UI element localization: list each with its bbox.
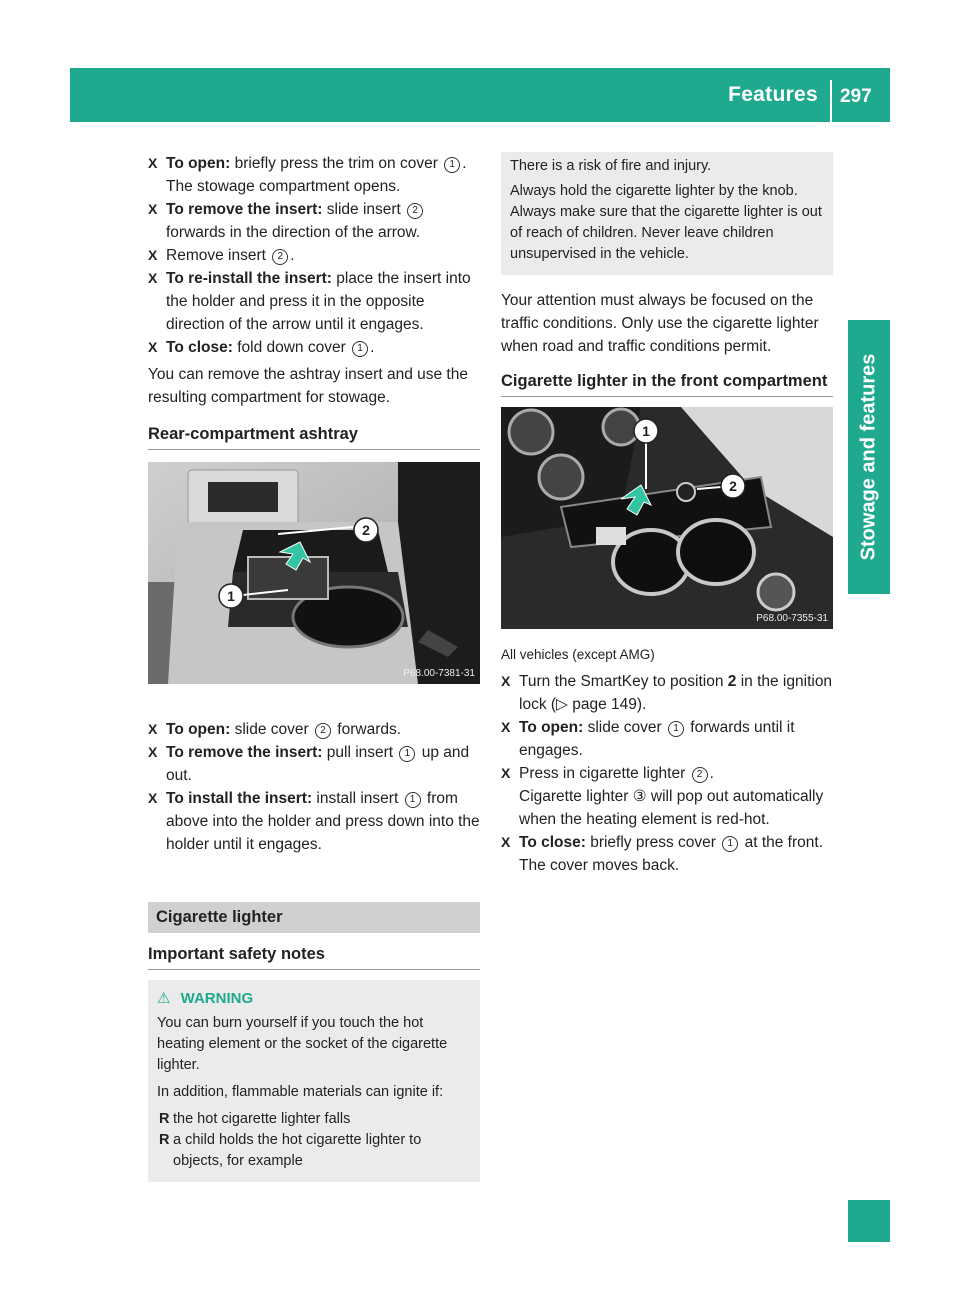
step-bold-label: To re-install the insert: [166, 270, 332, 287]
step-marker: X [148, 721, 158, 737]
step-item [501, 670, 833, 716]
step-item [501, 831, 833, 877]
step-text: briefly press the trim on cover [230, 155, 443, 172]
step-text: fold down cover [232, 339, 351, 356]
left-column [148, 152, 480, 1182]
step-text: place the insert into the holder and press it in the opposite direction of the arrow until it engages. [166, 270, 471, 333]
risk-note-box [501, 152, 833, 275]
step-marker: X [501, 673, 511, 689]
svg-text:2: 2 [729, 478, 737, 494]
step-item [148, 741, 480, 787]
heading-front-lighter: Cigarette lighter in the front compartment [501, 370, 833, 397]
step-text: pull insert [322, 744, 398, 761]
header-divider [830, 80, 832, 122]
step-text-after: up and out. [166, 744, 470, 784]
header-bar [70, 68, 890, 122]
step-text-after: forwards in the direction of the arrow. [166, 224, 421, 241]
step-callout-number: 1 [399, 746, 415, 762]
bullet-marker: R [159, 1132, 170, 1148]
step-marker: X [148, 790, 158, 806]
step-callout-number: 1 [722, 836, 738, 852]
step-callout-number: 2 [272, 249, 288, 265]
steps-front [501, 670, 833, 877]
side-tab-label: Stowage and features [857, 353, 880, 561]
side-tab-label-wrap [848, 320, 890, 594]
step-marker: X [148, 270, 158, 286]
step-text: slide insert [322, 201, 406, 218]
section-cigarette-lighter: Cigarette lighter [148, 902, 480, 933]
svg-text:2: 2 [362, 522, 370, 538]
warning-title-row [157, 988, 471, 1009]
side-block [848, 1200, 890, 1242]
step-callout-number: 1 [444, 157, 460, 173]
svg-text:1: 1 [227, 588, 235, 604]
step-callout-number: 1 [668, 721, 684, 737]
step-result: The cover moves back. [519, 857, 680, 874]
step-text: Press in cigarette lighter [519, 765, 690, 782]
step-bold-label: To open: [519, 719, 584, 736]
step-bold-label: To remove the insert: [166, 744, 323, 761]
step-bold-label: To open: [166, 155, 231, 172]
step-marker: X [148, 247, 158, 263]
step-text: Remove insert [166, 247, 271, 264]
step-text: install insert [312, 790, 403, 807]
step-item [148, 244, 480, 267]
step-item [501, 716, 833, 762]
step-text: slide cover [583, 719, 666, 736]
step-item [148, 787, 480, 856]
heading-rear-ashtray: Rear-compartment ashtray [148, 423, 480, 450]
warning-paragraph-1: You can burn yourself if you touch the hot heating element or the socket of the cigarette lighter. [157, 1015, 448, 1073]
step-text-after: in the ignition lock (▷ page 149). [519, 673, 833, 713]
warning-title: WARNING [180, 990, 254, 1007]
step-text-after: forwards. [332, 721, 402, 738]
bullet-text: the hot cigarette lighter falls [173, 1111, 351, 1127]
warning-bullets [157, 1109, 471, 1172]
step-bold-label: To open: [166, 721, 231, 738]
step-text-after: . [370, 339, 375, 356]
step-text-after: from above into the holder and press down into the holder until it engages. [166, 790, 480, 853]
risk-note-p1: There is a risk of fire and injury. [510, 158, 712, 174]
steps-top [148, 152, 480, 359]
step-marker: X [501, 765, 511, 781]
step-text: slide cover [230, 721, 313, 738]
step-marker: X [148, 339, 158, 355]
step-item [148, 152, 480, 198]
step-marker: X [148, 155, 158, 171]
step-marker: X [148, 744, 158, 760]
step-marker: X [501, 834, 511, 850]
step-text-after: at the front. [740, 834, 823, 851]
bullet-marker: R [159, 1111, 170, 1127]
step-item [148, 718, 480, 741]
step-bold-label: To close: [519, 834, 586, 851]
step-text: Turn the SmartKey to position [519, 673, 728, 690]
photo1-code: P68.00-7381-31 [403, 668, 475, 679]
right-column [501, 152, 833, 877]
bullet-text: a child holds the hot cigarette lighter to objects, for example [173, 1132, 422, 1169]
step-bold-label: To remove the insert: [166, 201, 323, 218]
step-result: The stowage compartment opens. [166, 178, 401, 195]
step-item [148, 336, 480, 359]
step-text-after: . [709, 765, 714, 782]
step-callout-number: 2 [315, 723, 331, 739]
paragraph-attention: Your attention must always be focused on the traffic conditions. Only use the cigarette lighter when road and traffic conditions permit. [501, 292, 819, 355]
warning-triangle-icon: ⚠ [157, 990, 171, 1007]
svg-text:1: 1 [642, 423, 650, 439]
step-callout-number: 1 [405, 792, 421, 808]
step-result: Cigarette lighter ③ will pop out automatically when the heating element is red-hot. [519, 788, 824, 828]
step-callout-number: 2 [692, 767, 708, 783]
rear-ashtray-photo [148, 462, 480, 684]
steps-ashtray [148, 718, 480, 856]
warning-paragraph-2: In addition, flammable materials can ignite if: [157, 1084, 444, 1100]
page-number: 297 [840, 86, 872, 107]
step-position-number: 2 [727, 673, 737, 690]
step-bold-label: To close: [166, 339, 233, 356]
step-callout-number: 2 [407, 203, 423, 219]
heading-safety-notes: Important safety notes [148, 943, 480, 970]
page-section-title: Features [728, 83, 818, 106]
step-callout-number: 1 [352, 341, 368, 357]
step-item [148, 267, 480, 336]
step-item [501, 762, 833, 831]
step-bold-label: To install the insert: [166, 790, 313, 807]
photo-caption: All vehicles (except AMG) [501, 647, 655, 662]
step-marker: X [501, 719, 511, 735]
step-text-after: forwards until it engages. [519, 719, 795, 759]
paragraph-stowage: You can remove the ashtray insert and use the resulting compartment for stowage. [148, 366, 468, 406]
step-text-after: . [462, 155, 467, 172]
front-lighter-photo [501, 407, 833, 629]
photo2-code: P68.00-7355-31 [756, 613, 828, 624]
warning-box [148, 980, 480, 1182]
step-item [148, 198, 480, 244]
step-text: briefly press cover [585, 834, 721, 851]
step-marker: X [148, 201, 158, 217]
risk-note-p2: Always hold the cigarette lighter by the knob. Always make sure that the cigarette lighter is out of reach of children. Never leave children unsupervised in the vehicle. [510, 183, 822, 262]
warning-bullet [157, 1130, 471, 1172]
warning-bullet [157, 1109, 471, 1130]
step-text-after: . [290, 247, 295, 264]
